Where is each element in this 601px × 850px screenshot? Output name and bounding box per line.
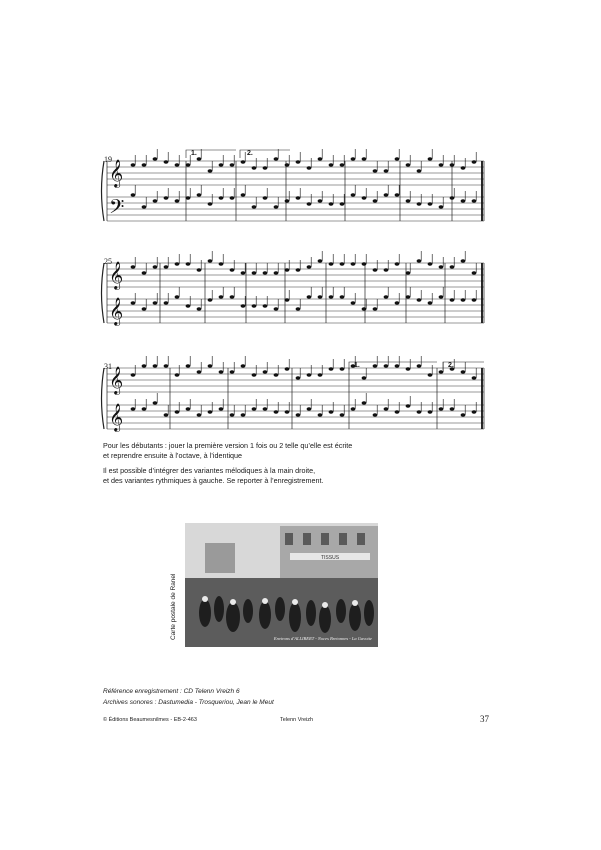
note-head	[373, 169, 378, 172]
note-head	[186, 196, 191, 199]
note-head	[384, 364, 389, 367]
note-head	[318, 199, 323, 202]
note-head	[274, 157, 279, 160]
page-number: 37	[480, 714, 489, 724]
note-head	[131, 407, 136, 410]
note-head	[340, 202, 345, 205]
note-head	[395, 410, 400, 413]
note-head	[296, 307, 301, 310]
note-head	[175, 373, 180, 376]
note-head	[219, 163, 224, 166]
postcard-scene	[185, 523, 378, 647]
book-title: Telenn Vreizh	[280, 717, 314, 723]
note-head	[241, 193, 246, 196]
clef: 𝄞	[109, 159, 124, 187]
note-head	[197, 193, 202, 196]
note-head	[472, 410, 477, 413]
note-head	[197, 413, 202, 416]
note-head	[142, 271, 147, 274]
note-head	[351, 262, 356, 265]
note-head	[164, 364, 169, 367]
note-head	[395, 262, 400, 265]
note-head	[417, 202, 422, 205]
note-head	[307, 265, 312, 268]
note-head	[219, 295, 224, 298]
note-head	[307, 295, 312, 298]
note-head	[472, 199, 477, 202]
note-head	[197, 370, 202, 373]
note-head	[307, 166, 312, 169]
note-head	[186, 407, 191, 410]
volta-bracket	[349, 362, 437, 370]
note-head	[461, 413, 466, 416]
note-head	[406, 163, 411, 166]
note-head	[208, 410, 213, 413]
note-head	[384, 295, 389, 298]
shop-sign: TISSUS	[320, 555, 340, 561]
note-head	[252, 407, 257, 410]
clef: 𝄞	[109, 297, 124, 325]
note-head	[340, 367, 345, 370]
note-head	[142, 364, 147, 367]
note-head	[164, 160, 169, 163]
note-head	[417, 259, 422, 262]
instruction-line: Il est possible d’intégrer des variantes mélodiques à la main droite,	[103, 466, 316, 475]
note-head	[417, 410, 422, 413]
note-head	[175, 199, 180, 202]
note-head	[186, 304, 191, 307]
note-head	[450, 265, 455, 268]
note-head	[285, 367, 290, 370]
note-head	[208, 298, 213, 301]
note-head	[406, 199, 411, 202]
note-head	[241, 364, 246, 367]
note-head	[439, 265, 444, 268]
instruction-line: Pour les débutants : jouer la première version 1 fois ou 2 telle qu’elle est écrite	[103, 441, 353, 450]
note-head	[230, 413, 235, 416]
note-head	[153, 301, 158, 304]
note-head	[153, 157, 158, 160]
note-head	[296, 196, 301, 199]
note-head	[285, 268, 290, 271]
note-head	[230, 268, 235, 271]
note-head	[362, 376, 367, 379]
note-head	[241, 304, 246, 307]
note-head	[208, 169, 213, 172]
note-head	[230, 196, 235, 199]
note-head	[362, 262, 367, 265]
note-head	[197, 157, 202, 160]
note-head	[263, 166, 268, 169]
note-head	[274, 271, 279, 274]
note-head	[373, 364, 378, 367]
note-head	[472, 271, 477, 274]
note-head	[329, 410, 334, 413]
clef: 𝄞	[109, 261, 124, 289]
note-head	[318, 259, 323, 262]
note-head	[318, 157, 323, 160]
note-head	[186, 262, 191, 265]
note-head	[340, 262, 345, 265]
recording-reference: Référence enregistrement : CD Telenn Vreizh 6	[103, 688, 240, 695]
note-head	[351, 407, 356, 410]
note-head	[472, 160, 477, 163]
note-head	[384, 268, 389, 271]
note-head	[307, 202, 312, 205]
note-head	[373, 268, 378, 271]
note-head	[230, 295, 235, 298]
note-head	[285, 410, 290, 413]
note-head	[164, 196, 169, 199]
note-head	[153, 199, 158, 202]
variation-instructions	[103, 466, 403, 486]
note-head	[263, 196, 268, 199]
note-head	[417, 364, 422, 367]
note-head	[208, 202, 213, 205]
clef: 𝄢	[109, 195, 125, 223]
note-head	[274, 410, 279, 413]
measure-number: 31	[104, 362, 112, 371]
note-head	[131, 193, 136, 196]
note-head	[131, 163, 136, 166]
note-head	[384, 407, 389, 410]
note-head	[296, 160, 301, 163]
note-head	[263, 407, 268, 410]
note-head	[131, 265, 136, 268]
note-head	[274, 307, 279, 310]
note-head	[142, 407, 147, 410]
note-head	[307, 373, 312, 376]
note-head	[197, 307, 202, 310]
note-head	[340, 163, 345, 166]
note-head	[252, 373, 257, 376]
note-head	[263, 304, 268, 307]
grand-staff-brace	[102, 263, 105, 323]
note-head	[351, 193, 356, 196]
note-head	[219, 196, 224, 199]
note-head	[417, 169, 422, 172]
note-head	[362, 157, 367, 160]
note-head	[362, 196, 367, 199]
note-head	[274, 205, 279, 208]
note-head	[450, 163, 455, 166]
note-head	[296, 376, 301, 379]
note-head	[252, 304, 257, 307]
note-head	[175, 410, 180, 413]
note-head	[175, 262, 180, 265]
copyright-notice: © Éditions Beaumesnilmes - EB-2-463	[103, 717, 197, 723]
note-head	[417, 298, 422, 301]
beginner-instructions	[103, 441, 403, 461]
note-head	[373, 413, 378, 416]
clef: 𝄞	[109, 403, 124, 431]
instruction-line: et des variantes rythmiques à gauche. Se reporter à l’enregistrement.	[103, 476, 324, 485]
note-head	[384, 193, 389, 196]
note-head	[439, 163, 444, 166]
note-head	[450, 407, 455, 410]
note-head	[318, 413, 323, 416]
instruction-line: et reprendre ensuite à l’octave, à l’identique	[103, 451, 243, 460]
note-head	[230, 163, 235, 166]
clef: 𝄞	[109, 366, 124, 394]
note-head	[439, 295, 444, 298]
grand-staff-brace	[102, 368, 105, 429]
note-head	[362, 401, 367, 404]
note-head	[373, 199, 378, 202]
note-head	[164, 301, 169, 304]
note-head	[395, 301, 400, 304]
note-head	[153, 401, 158, 404]
note-head	[461, 166, 466, 169]
note-head	[142, 205, 147, 208]
note-head	[230, 370, 235, 373]
note-head	[142, 163, 147, 166]
note-head	[428, 301, 433, 304]
measure-number: 25	[104, 257, 112, 266]
note-head	[329, 163, 334, 166]
note-head	[318, 373, 323, 376]
note-head	[329, 367, 334, 370]
note-head	[428, 157, 433, 160]
note-head	[142, 307, 147, 310]
note-head	[406, 295, 411, 298]
note-head	[461, 259, 466, 262]
note-head	[219, 262, 224, 265]
note-head	[296, 268, 301, 271]
note-head	[285, 163, 290, 166]
note-head	[439, 205, 444, 208]
note-head	[252, 271, 257, 274]
note-head	[153, 364, 158, 367]
measure-number: 19	[104, 155, 112, 164]
volta-1-label: 1.	[191, 150, 197, 157]
note-head	[406, 271, 411, 274]
note-head	[406, 404, 411, 407]
note-head	[131, 373, 136, 376]
note-head	[175, 163, 180, 166]
note-head	[461, 370, 466, 373]
note-head	[329, 295, 334, 298]
note-head	[285, 199, 290, 202]
note-head	[219, 407, 224, 410]
volta-2-label: 2.	[247, 150, 253, 157]
note-head	[131, 301, 136, 304]
note-head	[428, 262, 433, 265]
note-head	[263, 271, 268, 274]
note-head	[208, 259, 213, 262]
note-head	[395, 193, 400, 196]
note-head	[164, 265, 169, 268]
note-head	[439, 407, 444, 410]
note-head	[362, 307, 367, 310]
note-head	[384, 169, 389, 172]
note-head	[241, 413, 246, 416]
note-head	[450, 298, 455, 301]
note-head	[472, 376, 477, 379]
note-head	[285, 298, 290, 301]
note-head	[428, 410, 433, 413]
note-head	[351, 157, 356, 160]
note-head	[219, 370, 224, 373]
note-head	[164, 413, 169, 416]
note-head	[428, 373, 433, 376]
volta-2-label: 2.	[448, 362, 454, 369]
note-head	[252, 205, 257, 208]
volta-1-label: 1.	[354, 362, 360, 369]
historic-postcard-photo	[185, 523, 378, 647]
sound-archive-reference: Archives sonores : Dastumedia - Trosqueriou, Jean le Meut	[103, 699, 274, 706]
grand-staff-brace	[102, 161, 105, 221]
note-head	[329, 262, 334, 265]
note-head	[307, 407, 312, 410]
note-head	[186, 364, 191, 367]
note-head	[340, 295, 345, 298]
note-head	[274, 373, 279, 376]
note-head	[197, 268, 202, 271]
note-head	[373, 307, 378, 310]
note-head	[329, 202, 334, 205]
note-head	[461, 298, 466, 301]
postcard-caption: Environs d'ALLIBERT - Noces Bretonnes - La Gavotte	[273, 636, 372, 641]
note-head	[395, 364, 400, 367]
note-head	[153, 265, 158, 268]
photo-credit: Carte postale de Ranel	[170, 573, 177, 640]
note-head	[208, 364, 213, 367]
note-head	[472, 298, 477, 301]
note-head	[395, 157, 400, 160]
note-head	[450, 196, 455, 199]
note-head	[439, 370, 444, 373]
note-head	[296, 413, 301, 416]
note-head	[340, 413, 345, 416]
note-head	[318, 295, 323, 298]
note-head	[175, 295, 180, 298]
note-head	[406, 367, 411, 370]
note-head	[241, 160, 246, 163]
note-head	[186, 163, 191, 166]
note-head	[428, 202, 433, 205]
note-head	[351, 301, 356, 304]
note-head	[252, 166, 257, 169]
note-head	[263, 370, 268, 373]
note-head	[461, 199, 466, 202]
note-head	[241, 271, 246, 274]
